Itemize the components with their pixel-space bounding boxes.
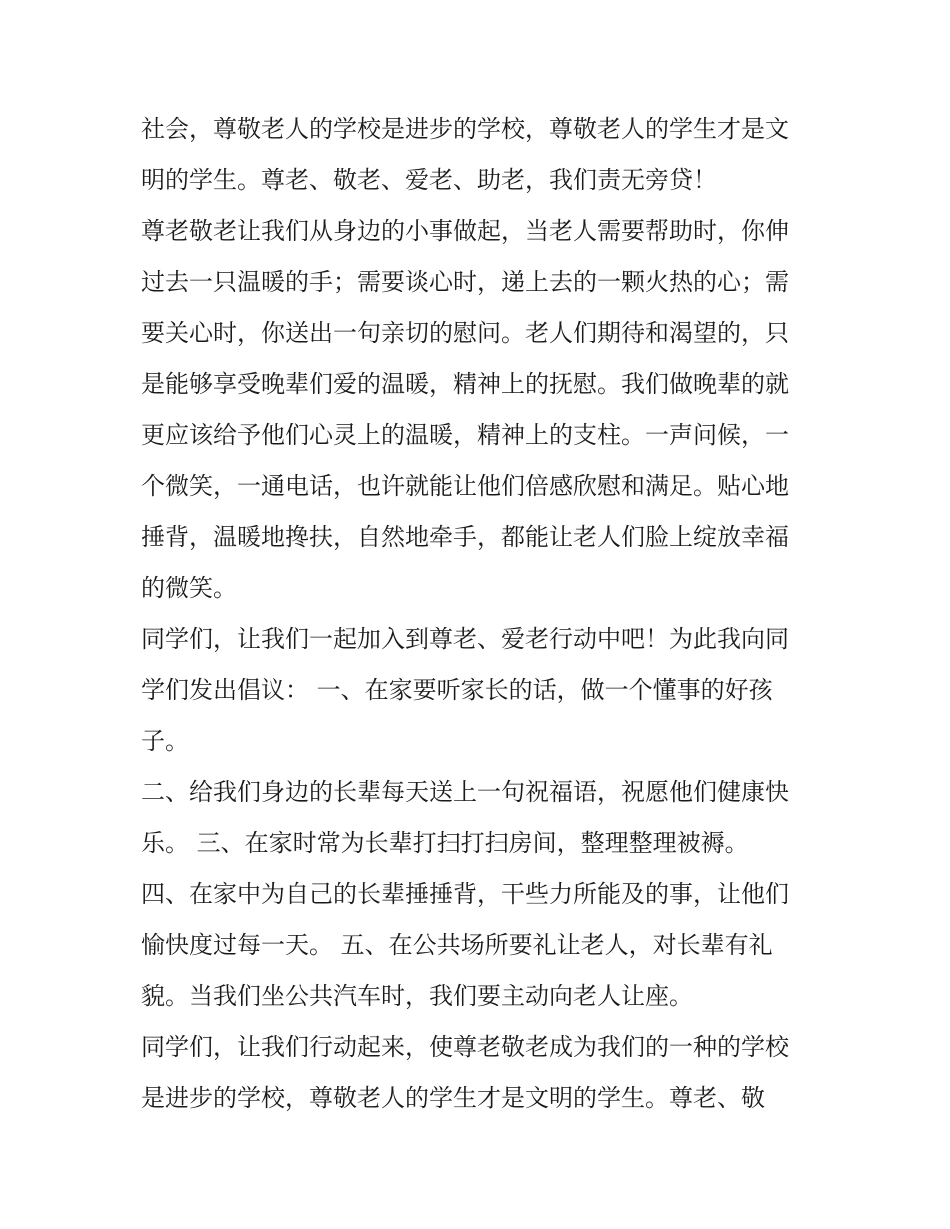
text-line: 是能够享受晚辈们爱的温暖，精神上的抚慰。我们做晚辈的就 xyxy=(141,370,789,398)
text-line: 四、在家中为自己的长辈捶捶背，干些力所能及的事，让他们 xyxy=(141,880,789,908)
text-line: 子。 xyxy=(141,727,189,755)
text-line: 是进步的学校，尊敬老人的学生才是文明的学生。尊老、敬 xyxy=(141,1084,765,1112)
document-body xyxy=(141,104,821,1124)
text-line: 更应该给予他们心灵上的温暖，精神上的支柱。一声问候，一 xyxy=(141,421,789,449)
text-line: 的微笑。 xyxy=(141,574,237,602)
text-line: 过去一只温暖的手；需要谈心时，递上去的一颗火热的心；需 xyxy=(141,268,789,296)
text-line: 明的学生。尊老、敬老、爱老、助老，我们责无旁贷！ xyxy=(141,166,717,194)
text-line: 乐。 三、在家时常为长辈打扫打扫房间，整理整理被褥。 xyxy=(141,829,749,857)
text-line: 二、给我们身边的长辈每天送上一句祝福语，祝愿他们健康快 xyxy=(141,778,789,806)
text-line: 个微笑，一通电话，也许就能让他们倍感欣慰和满足。贴心地 xyxy=(141,472,789,500)
text-line: 同学们，让我们行动起来，使尊老敬老成为我们的一种的学校 xyxy=(141,1033,789,1061)
text-line: 学们发出倡议： 一、在家要听家长的话，做一个懂事的好孩 xyxy=(141,676,773,704)
text-line: 捶背，温暖地搀扶，自然地牵手，都能让老人们脸上绽放幸福 xyxy=(141,523,789,551)
text-line: 貌。当我们坐公共汽车时，我们要主动向老人让座。 xyxy=(141,982,693,1010)
text-line: 尊老敬老让我们从身边的小事做起，当老人需要帮助时，你伸 xyxy=(141,217,789,245)
text-line: 社会，尊敬老人的学校是进步的学校，尊敬老人的学生才是文 xyxy=(141,115,789,143)
text-line: 同学们，让我们一起加入到尊老、爱老行动中吧！为此我向同 xyxy=(141,625,789,653)
text-line: 要关心时，你送出一句亲切的慰问。老人们期待和渴望的，只 xyxy=(141,319,789,347)
text-line: 愉快度过每一天。 五、在公共场所要礼让老人，对长辈有礼 xyxy=(141,931,773,959)
